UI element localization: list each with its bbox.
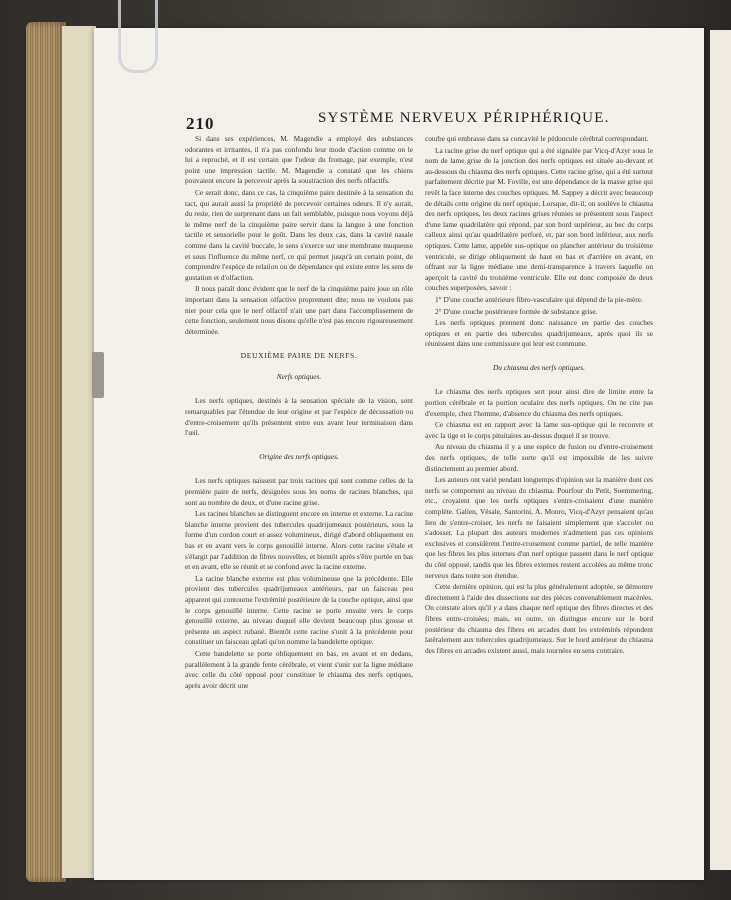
paragraph: Les auteurs ont varié pendant longtemps d'opinion sur la manière dont ces nerfs se comportent au niveau du chiasma. Pourfour du Petit, Soemmering, etc., croyaient que les nerfs optiques s'entre-croisaient d'une manière complète. Galien, Vésale, Santorini, A. Monro, Vicq-d'Azyr pensaient qu'au lieu de s'entre-croiser, les nerfs ne faisaient simplement que s'accoler ou s'adosser. La plupart des auteurs modernes n'admettent pas ces opinions exclusives et considèrent l'entre-croisement comme partiel, de telle manière que les fibres les plus internes d'un nerf optique passent dans le nerf optique du côté opposé, tandis que les fibres externes restent accolées au même tronc nerveux dans toute son étendue. (425, 475, 653, 580)
paragraph: Les nerfs optiques, destinés à la sensation spéciale de la vision, sont remarquables par l'étendue de leur origine et par l'espèce de décussation ou d'entre-croisement qu'ils présentent entre eux avant leur terminaison dans l'œil. (185, 396, 413, 438)
paper-clip (118, 0, 158, 73)
section-subheading: Origine des nerfs optiques. (259, 451, 339, 461)
book-fore-edge (62, 26, 96, 878)
paragraph: Les racines blanches se distinguent encore en interne et externe. La racine blanche interne provient des tubercules quadrijumeaux postérieurs, sous la forme d'un cordon court et assez volumineux, dirigé d'abord obliquement en bas et en avant vers le corps genouillé interne. Alors cette racine s'étale et s'élargit par l'addition de fibres nouvelles, et bientôt après s'être portée en bas et en avant, elle se réunit et se confond avec la racine externe. (185, 509, 413, 572)
paragraph: courbe qui embrasse dans sa concavité le pédoncule cérébral correspondant. (425, 134, 649, 143)
section-subheading: Nerfs optiques. (276, 371, 322, 381)
text-column-left (185, 134, 413, 691)
page-tab-marker (92, 352, 104, 398)
paragraph: Au niveau du chiasma il y a une espèce de fusion ou d'entre-croisement des nerfs optiques, de telle sorte qu'il est impossible de les suivre distinctement au premier abord. (425, 442, 653, 473)
paragraph: Si dans ses expériences, M. Magendie a employé des substances odorantes et irritantes, il n'a pas confondu leur mode d'action comme on le lui a reproché, et il est certain que l'odeur du fromage, par exemple, n'est point une impression tactile. M. Magendie a constaté que les chiens pouvaient encore la percevoir après la soustraction des nerfs olfactifs. (185, 134, 413, 186)
page-header (186, 110, 706, 132)
paragraph: Ce serait donc, dans ce cas, la cinquième paire destinée à la sensation du tact, qui aurait aussi la propriété de percevoir certaines odeurs. Il n'y aurait, du reste, rien de surprenant dans un fait semblable, puisque nous voyons déjà le même nerf de la cinquième paire servir dans la langue à une fonction tactile et sensorielle pour le goût. Dans les deux cas, dans la cavité nasale comme dans la cavité buccale, le sens s'exerce sur une membrane muqueuse et sous l'influence du même nerf, ce qui permet jusqu'à un certain point, de comprendre l'espèce de relation ou de dépendance qui existe entre les sens de gustation et d'olfaction. (185, 187, 413, 282)
book-page-edges (26, 22, 66, 882)
paragraph: Ce chiasma est en rapport avec la lame sus-optique qui le recouvre et avec la tige et le corps pituitaires au-dessus duquel il se trouve. (425, 420, 653, 440)
paragraph: La racine grise du nerf optique qui a été signalée par Vicq-d'Azyr sous le nom de lame grise de la jonction des nerfs optiques est située au-devant et au-dessous du chiasma des nerfs optiques. Cette racine grise, qui a été surtout parfaitement décrite par M. Foville, est une dépendance de la masse grise qui revêt la face interne des couches optiques. M. Sappey a décrit avec beaucoup de détails cette origine du nerf optique. Lorsque, dit-il, on soulève le chiasma des nerfs optiques, les deux racines grises réunies se présentent sous l'aspect d'une lame quadrilatère qui répond, par son bord supérieur, au bec du corps calleux ainsi qu'au quadrilatère perforé, et, par son bord inférieur, aux nerfs optiques. Cette lame, appelée sus-optique ou plancher antérieur du troisième ventricule, se dirige obliquement de haut en bas et d'arrière en avant, en offrant sur la ligne médiane une demi-transparence à travers laquelle on aperçoit la cavité du troisième ventricule. Elle est donc composée de deux couches superposées, savoir : (425, 145, 654, 293)
paragraph: Il nous paraît donc évident que le nerf de la cinquième paire joue un rôle important dans la sensation olfactive proprement dite; nous ne voulons pas nier pour cela que le nerf olfactif n'ait une part dans l'accomplissement de cette fonction, seulement nous disons qu'elle n'est pas encore rigoureusement déterminée. (185, 284, 413, 336)
paragraph: Les nerfs optiques naissent par trois racines qui sont comme celles de la première paire de nerfs, désignées sous les noms de racines blanches, qui sont au nombre de deux, et d'une racine grise. (185, 476, 413, 507)
paragraph: 1° D'une couche antérieure fibro-vasculaire qui dépend de la pie-mère. (435, 294, 643, 304)
running-title: SYSTÈME NERVEUX PÉRIPHÉRIQUE. (318, 110, 610, 126)
text-column-right (425, 134, 653, 656)
paragraph: La racine blanche externe est plus volumineuse que la précédente. Elle provient des tubercules quadrijumeaux antérieurs, par un faisceau peu apparent qui contourne l'extrémité postérieure de la couche optique, ainsi que le corps genouillé interne. Cette racine se porte ensuite vers le corps genouillé externe, au niveau duquel elle devient beaucoup plus grosse et présente un aspect rubané. Bientôt cette racine s'unit à la précédente pour constituer un faisceau aplati qu'on nomme la bandelette optique. (185, 573, 413, 647)
section-subheading: Du chiasma des nerfs optiques. (493, 362, 585, 372)
paragraph: Cette dernière opinion, qui est la plus généralement adoptée, se démontre directement à l'aide des dissections sur des pièces convenablement macérées. On constate alors qu'il y a dans chaque nerf optique des fibres directes et des fibres entre-croisées; mais, en outre, on distingue encore sur le bord postérieur du chiasma des fibres en arcades dont les extrémités répondent latéralement aux tubercules quadrijumeaux. Sur le bord antérieur du chiasma des fibres en arcades existent aussi, mais tournées en sens contraire. (425, 582, 653, 655)
facing-page-edge (708, 30, 731, 870)
paragraph: Les nerfs optiques prennent donc naissance en partie des couches optiques et en partie des tubercules quadrijumeaux, après quoi ils se réunissent dans une commissure qui leur est commune. (425, 318, 653, 349)
page-number: 210 (186, 114, 215, 133)
paragraph: Cette bandelette se porte obliquement en bas, en avant et en dedans, parallèlement à la grande fente cérébrale, et vient s'unir sur la ligne médiane avec celle du côté opposé pour constituer le chiasma des nerfs optiques, après avoir décrit une (185, 648, 413, 690)
paragraph: Le chiasma des nerfs optiques sert pour ainsi dire de limite entre la portion cérébrale et la portion oculaire des nerfs optiques. On ne cite pas d'exemple, chez l'homme, d'absence du chiasma des nerfs optiques. (425, 387, 653, 418)
section-heading: DEUXIÈME PAIRE DE NERFS. (240, 351, 358, 361)
paragraph: 2° D'une couche postérieure formée de substance grise. (435, 306, 598, 316)
